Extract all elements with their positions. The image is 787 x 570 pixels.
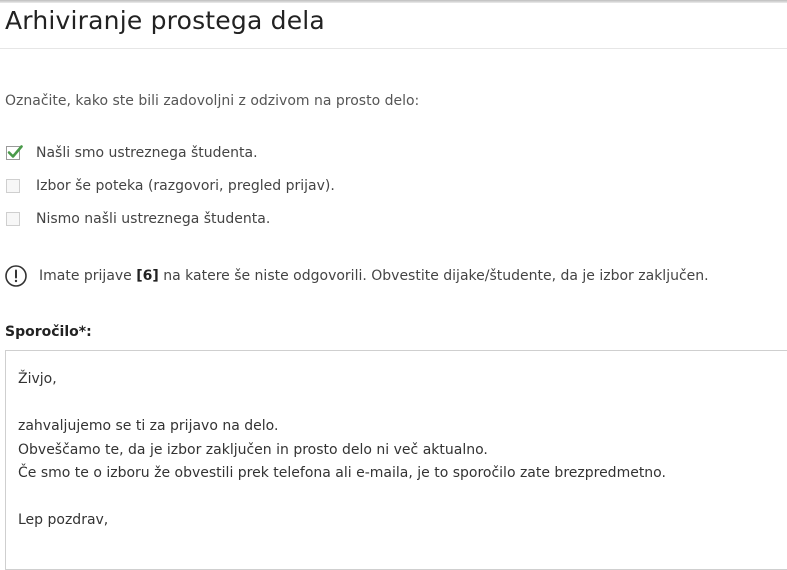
option-found-student[interactable] <box>6 145 258 161</box>
message-line <box>18 486 782 510</box>
option-label-not-found: Nismo našli ustreznega študenta. <box>36 211 271 227</box>
pending-applications-notice <box>5 265 709 287</box>
message-line: zahvaljujemo se ti za prijavo na delo. <box>18 418 279 434</box>
message-line: Živjo, <box>18 371 57 387</box>
option-not-found[interactable] <box>6 211 270 227</box>
message-line: Če smo te o izboru že obvestili prek telefona ali e-maila, je to sporočilo zate brezpredmetno. <box>18 465 666 481</box>
page-title: Arhiviranje prostega dela <box>5 6 325 35</box>
option-label-selection-ongoing: Izbor še poteka (razgovori, pregled prijav). <box>36 178 335 194</box>
title-divider <box>0 48 787 49</box>
message-label: Sporočilo*: <box>5 324 92 340</box>
checkbox-selection-ongoing[interactable] <box>6 179 20 193</box>
notice-text <box>39 268 709 284</box>
notice-text-before: Imate prijave <box>39 268 137 284</box>
message-line: Lep pozdrav, <box>18 512 109 528</box>
pending-count: [6] <box>136 268 159 284</box>
message-line: Obveščamo te, da je izbor zaključen in prosto delo ni več aktualno. <box>18 441 488 458</box>
notice-text-after: na katere še niste odgovorili. Obvestite dijake/študente, da je izbor zaključen. <box>158 268 709 284</box>
message-textarea[interactable] <box>5 350 787 570</box>
satisfaction-prompt: Označite, kako ste bili zadovoljni z odzivom na prosto delo: <box>5 93 420 109</box>
top-shadow <box>0 0 787 3</box>
option-label-found-student: Našli smo ustreznega študenta. <box>36 145 258 161</box>
checkmark-icon <box>6 143 24 161</box>
exclamation-circle-icon <box>5 265 27 287</box>
option-selection-ongoing[interactable] <box>6 178 335 194</box>
message-line <box>18 392 782 416</box>
checkbox-found-student[interactable] <box>6 146 20 160</box>
checkbox-not-found[interactable] <box>6 212 20 226</box>
